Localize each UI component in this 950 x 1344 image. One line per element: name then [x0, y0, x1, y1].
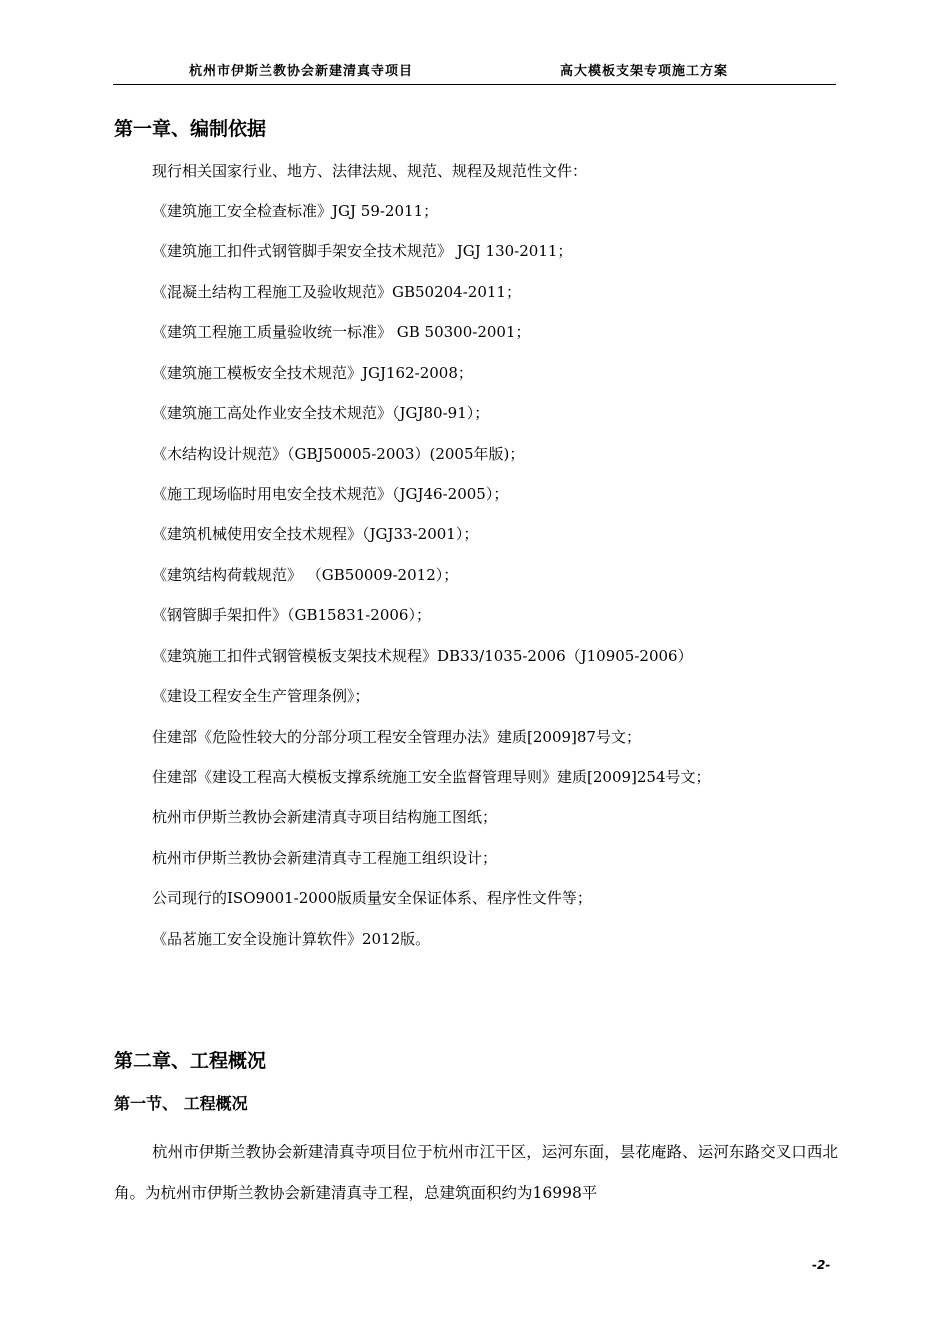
chapter-1-title: 第一章、编制依据 — [114, 118, 267, 140]
project-overview-paragraph: 杭州市伊斯兰教协会新建清真寺项目位于杭州市江干区，运河东面，昙花庵路、运河东路交叉口西北角。为杭州市伊斯兰教协会新建清真寺工程，总建筑面积约为16998平 — [114, 1143, 838, 1202]
page-number: -2- — [812, 1258, 831, 1272]
reference-item: 《建筑机械使用安全技术规程》（JGJ33-2001）； — [152, 525, 479, 543]
reference-item: 《钢管脚手架扣件》（GB15831-2006）； — [152, 606, 431, 624]
reference-item: 《建筑工程施工质量验收统一标准》 GB 50300-2001； — [152, 323, 531, 341]
reference-item: 《建筑施工模板安全技术规范》JGJ162-2008； — [152, 364, 473, 382]
section-1-title: 第一节、 工程概况 — [114, 1094, 248, 1113]
reference-item: 《建设工程安全生产管理条例》； — [152, 687, 370, 705]
reference-item: 《建筑施工安全检查标准》JGJ 59-2011； — [152, 202, 439, 220]
reference-item: 《施工现场临时用电安全技术规范》（JGJ46-2005）； — [152, 485, 509, 503]
reference-item: 公司现行的ISO9001-2000版质量安全保证体系、程序性文件等； — [152, 889, 592, 907]
reference-item: 《建筑结构荷载规范》 （GB50009-2012）； — [152, 566, 459, 584]
reference-item: 《混凝土结构工程施工及验收规范》GB50204-2011； — [152, 283, 521, 301]
reference-item: 《建筑施工高处作业安全技术规范》（JGJ80-91）； — [152, 404, 490, 422]
reference-item: 住建部《建设工程高大模板支撑系统施工安全监督管理导则》建质[2009]254号文； — [152, 768, 711, 786]
chapter-2-title: 第二章、工程概况 — [114, 1050, 267, 1072]
chapter-1-intro: 现行相关国家行业、地方、法律法规、规范、规程及规范性文件： — [152, 162, 588, 180]
reference-item: 杭州市伊斯兰教协会新建清真寺项目结构施工图纸； — [152, 808, 498, 826]
header-document-title: 高大模板支架专项施工方案 — [560, 64, 729, 79]
reference-item: 《建筑施工扣件式钢管模板支架技术规程》DB33/1035-2006（J10905-2006） — [152, 647, 693, 665]
header-project-name: 杭州市伊斯兰教协会新建清真寺项目 — [189, 64, 414, 79]
reference-item: 住建部《危险性较大的分部分项工程安全管理办法》建质[2009]87号文； — [152, 728, 641, 746]
reference-item: 杭州市伊斯兰教协会新建清真寺工程施工组织设计； — [152, 849, 498, 867]
page-header — [113, 58, 836, 85]
reference-item: 《品茗施工安全设施计算软件》2012版。 — [152, 930, 431, 948]
reference-item: 《木结构设计规范》（GBJ50005-2003）(2005年版)； — [152, 445, 525, 463]
reference-item: 《建筑施工扣件式钢管脚手架安全技术规范》 JGJ 130-2011； — [152, 242, 573, 260]
